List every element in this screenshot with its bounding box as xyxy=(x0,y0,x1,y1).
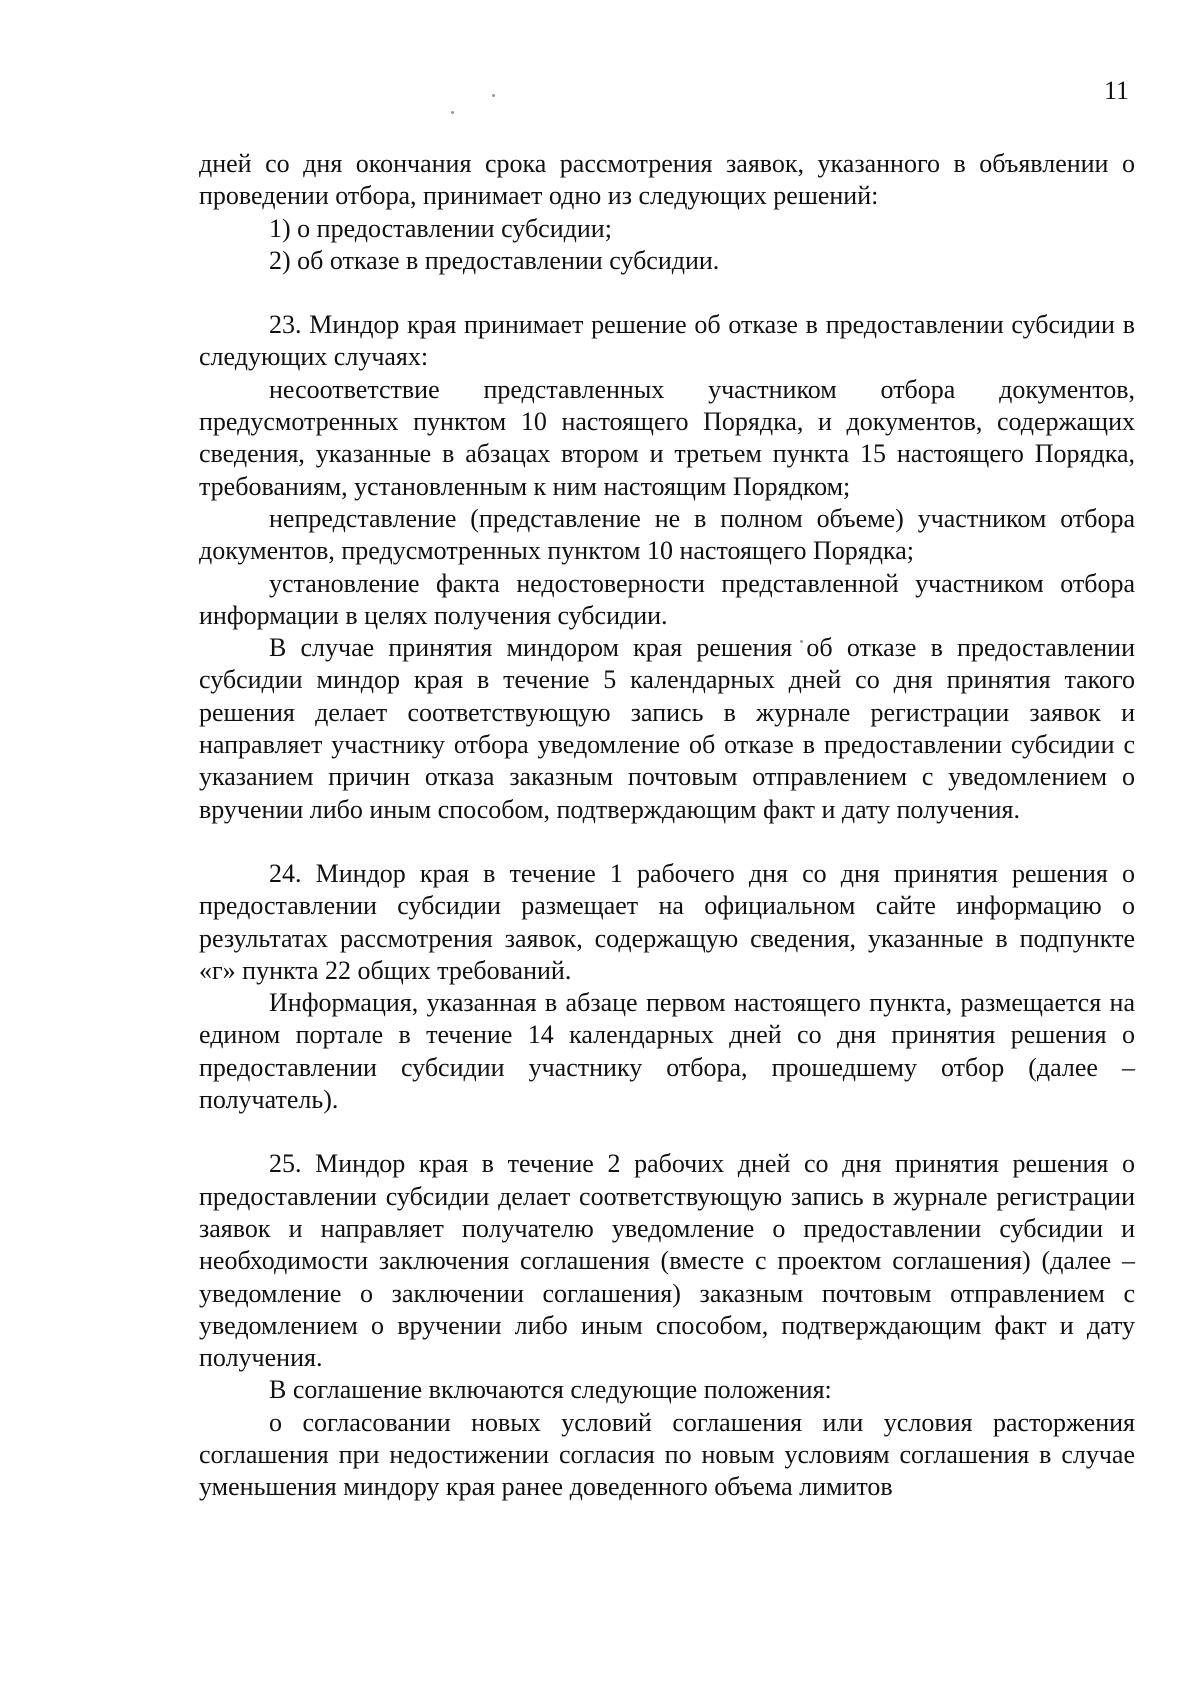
paragraph-item-25: 25. Миндор края в течение 2 рабочих дней со дня принятия решения о предоставлении субсидии делает соответствующую запись в журнале регистрации заявок и направляет получателю уведомление о предоставлении субсидии и необходимости заключения соглашения (вместе с проектом соглашения) (далее – уведомление о заключении соглашения) заказным почтовым отправлением с уведомлением о вручении либо иным способом, подтверждающим факт и дату получения. xyxy=(199,1149,1135,1373)
paragraph-gap xyxy=(199,1116,1135,1148)
paragraph-decision-intro: дней со дня окончания срока рассмотрения заявок, указанного в объявлении о проведении отбора, принимает одно из следующих решений: xyxy=(199,149,1135,211)
document-body xyxy=(199,148,1135,1504)
paragraph-item-23: 23. Миндор края принимает решение об отказе в предоставлении субсидии в следующих случаях: xyxy=(199,310,1135,372)
paragraph-refusal-reason-2: непредставление (представление не в полном объеме) участником отбора документов, предусмотренных пунктом 10 настоящего Порядка; xyxy=(199,503,1135,566)
paragraph-agreement-terms: о согласовании новых условий соглашения или условия расторжения соглашения при недостижении согласия по новым условиям соглашения в случае уменьшения миндору края ранее доведенного объема лимитов xyxy=(199,1407,1135,1502)
paragraph-agreement-provisions: В соглашение включаются следующие положения: xyxy=(269,1375,832,1405)
scan-speck xyxy=(451,111,454,114)
paragraph-portal-info: Информация, указанная в абзаце первом настоящего пункта, размещается на едином портале в течение 14 календарных дней со дня принятия решения о предоставлении субсидии участнику отбора, прошедшему отбор (далее – получатель). xyxy=(199,988,1135,1115)
paragraph-refusal-reason-1: несоответствие представленных участником отбора документов, предусмотренных пунктом 10 настоящего Порядка, и документов, содержащих сведения, указанные в абзацах втором и третьем пункта 15 настоящего Порядка, требованиям, установленным к ним настоящим Порядком; xyxy=(199,374,1135,501)
list-item-grant: 1) о предоставлении субсидии; xyxy=(269,213,612,243)
list-item-refusal: 2) об отказе в предоставлении субсидии. xyxy=(269,245,720,275)
scan-speck xyxy=(492,94,495,97)
paragraph-gap xyxy=(199,826,1135,858)
paragraph-item-24: 24. Миндор края в течение 1 рабочего дня со дня принятия решения о предоставлении субсидии размещает на официальном сайте информацию о результатах рассмотрения заявок, содержащую сведения, указанные в подпункте «г» пункта 22 общих требований. xyxy=(199,858,1135,985)
paragraph-refusal-reason-3: установление факта недостоверности представленной участником отбора информации в целях получения субсидии. xyxy=(199,568,1135,630)
paragraph-refusal-notice: В случае принятия миндором края решения об отказе в предоставлении субсидии миндор края в течение 5 календарных дней со дня принятия такого решения делает соответствующую запись в журнале регистрации заявок и направляет участнику отбора уведомление об отказе в предоставлении субсидии с указанием причин отказа заказным почтовым отправлением с уведомлением о вручении либо иным способом, подтверждающим факт и дату получения. xyxy=(199,633,1135,824)
paragraph-gap xyxy=(199,277,1135,309)
page-number: 11 xyxy=(1104,76,1130,105)
